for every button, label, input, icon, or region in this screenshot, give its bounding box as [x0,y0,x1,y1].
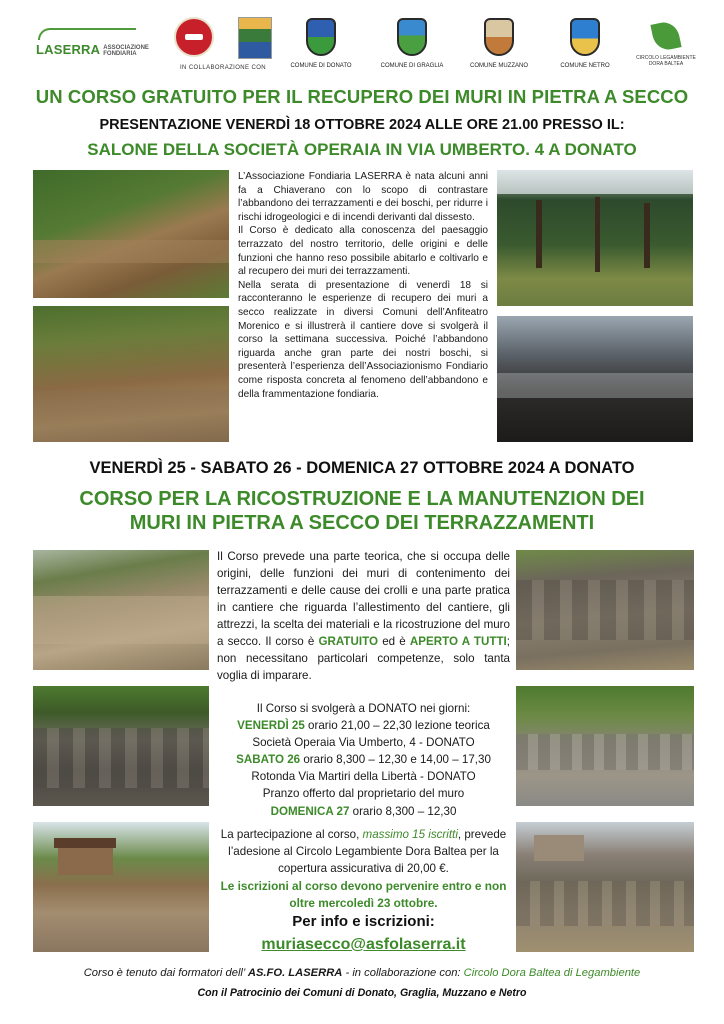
footer-organizers [0,967,724,979]
intro-text [238,170,488,401]
photo-landslide [33,170,229,298]
legambiente-caption-1: CIRCOLO LEGAMBIENTE [636,55,696,61]
laserra-logo-sub-2: FONDIARIA [103,51,137,57]
legambiente-logo [634,22,698,67]
leaf-icon [650,20,681,53]
comune-muzzano-caption: COMUNE MUZZANO [470,63,528,69]
comune-graglia-logo [377,18,447,69]
intro-paragraph-3: Nella serata di presentazione di venerdì 18 si racconteranno le esperienze di recupero dei muri a secco realizzate in diversi Comuni dell’Anfiteatro Morenico e si illustrerà il cantiere dove si svolgerà il corso la settimana successiva. Poiché l’abbandono riguarda anche gran parte dei nostri boschi, si presenterà l’esperienza dell’Associazionismo Fondiario come risposta concreta al fenomeno dell’abbandono e della frammentazione fondiaria. [238,279,488,400]
open-label: APERTO A TUTTI [409,635,507,648]
coat-of-arms-icon [570,18,600,56]
participation-post: , prevede l’adesione al Circolo Legambiente Dora Baltea per la copertura assicurativa di 20,00 €. [228,828,507,875]
laserra-logo-name: LASERRA [36,42,101,57]
course-description [217,548,510,684]
dates-heading: VENERDÌ 25 - SABATO 26 - DOMENICA 27 OTTOBRE 2024 A DONATO [89,459,635,477]
laserra-mark-icon [36,28,144,42]
photo-finished-terrace [516,822,694,952]
photo-wildfire [497,316,693,442]
schedule-intro: Il Corso si svolgerà a DONATO nei giorni: [256,702,471,715]
friday-time: orario 21,00 – 22,30 lezione teorica [304,719,490,733]
comune-graglia-caption: COMUNE DI GRAGLIA [380,63,444,69]
course-title [0,487,724,535]
comune-donato-logo [286,18,356,69]
laserra-logo [36,28,149,57]
free-label: GRATUITO [318,635,378,648]
intro-paragraph-2: Il Corso è dedicato alla conoscenza del paesaggio terrazzato del nostro territorio, delle origini e delle funzioni che hanno reso possibile abitarlo e coltivarlo e al recupero dei muri dei terrazzamenti. [238,225,488,278]
comune-muzzano-logo [464,18,534,69]
intro-paragraph-1: L’Associazione Fondiaria LASERRA è nata alcuni anni fa a Chiaverano con lo scopo di contrastare l’abbandono dei terrazzamenti e dei boschi, per ridurre i rischi idrogeologici e di incendi derivanti dal dissesto. [238,171,488,223]
info-label: Per info e iscrizioni: [292,913,435,930]
photo-collapsed-terrace [33,306,229,442]
course-free-pre: Il corso è [265,635,319,648]
saturday-time: orario 8,300 – 12,30 e 14,00 – 17,30 [300,753,491,767]
footer-mid: - in collaborazione con: [342,967,464,979]
participation-limit: massimo 15 iscritti [362,828,458,841]
presentation-heading: PRESENTAZIONE VENERDÌ 18 OTTOBRE 2024 ALLE ORE 21.00 PRESSO IL: [99,117,625,133]
main-title: UN CORSO GRATUITO PER IL RECUPERO DEI MURI IN PIETRA A SECCO [35,86,689,107]
contact-email-link[interactable]: muriasecco@asfolaserra.it [261,936,466,953]
saturday-place: Rotonda Via Martiri della Libertà - DONATO [251,770,476,784]
coat-of-arms-icon [484,18,514,56]
footer-org: AS.FO. LASERRA [247,967,343,979]
schedule [217,700,510,820]
lunch-note: Pranzo offerto dal proprietario del muro [262,787,465,801]
saturday-day: SABATO 26 [236,753,301,767]
venue-heading: SALONE DELLA SOCIETÀ OPERAIA IN VIA UMBERTO. 4 A DONATO [87,140,637,159]
legambiente-caption-2: DORA BALTEA [648,61,684,67]
footer-pre: Corso è tenuto dai formatori dell’ [83,967,248,979]
sunday-day: DOMENICA 27 [270,804,350,818]
comune-netro-caption: COMUNE NETRO [560,63,610,69]
footer-patronage: Con il Patrocinio dei Comuni di Donato, Graglia, Muzzano e Netro [197,987,527,999]
course-title-line-2: MURI IN PIETRA A SECCO DEI TERRAZZAMENTI [129,512,595,534]
course-title-line-1: CORSO PER LA RICOSTRUZIONE E LA MANUTENZION DEI [79,488,645,510]
photo-forest [497,170,693,306]
course-text: Il Corso prevede una parte teorica, che si occupa delle origini, delle funzioni dei muri di contenimento dei terrazzamenti e delle cause dei crolli e una parte pratica in cantiere che riguarda l’allestimento del cantiere, gli attrezzi, la scelta dei materiali e la ricostruzione del muro a secco. [217,550,510,648]
participation-pre: La partecipazione al corso, [220,828,363,841]
coat-of-arms-icon [397,18,427,56]
photo-collapsed-wall [33,550,209,670]
friday-day: VENERDÌ 25 [237,719,305,733]
collaboration-logos [172,17,274,71]
itla-logo-icon [238,17,272,59]
course-free-post: ; non necessitano particolari competenze, solo tanta voglia di imparare. [217,635,510,682]
participation-text [217,826,510,877]
photo-stone-wall-left [33,686,209,806]
coat-of-arms-icon [306,18,336,56]
course-free-mid: ed è [378,635,410,648]
registration-deadline: Le iscrizioni al corso devono pervenire entro e non oltre mercoledì 23 ottobre. [220,879,507,910]
comune-netro-logo [550,18,620,69]
footer-partner: Circolo Dora Baltea di Legambiente [463,967,641,979]
sunday-time: orario 8,300 – 12,30 [349,804,457,818]
photo-house-terrace [33,822,209,952]
itla-seal-icon [174,17,214,57]
friday-place: Società Operaia Via Umberto, 4 - DONATO [252,736,475,750]
comune-donato-caption: COMUNE DI DONATO [290,63,352,69]
photo-stone-wall-right [516,550,694,670]
laserra-logo-sub-1: ASSOCIAZIONE [103,45,149,51]
collab-caption: IN COLLABORAZIONE CON [179,65,267,71]
photo-rebuilt-wall [516,686,694,806]
logo-strip [30,14,694,76]
